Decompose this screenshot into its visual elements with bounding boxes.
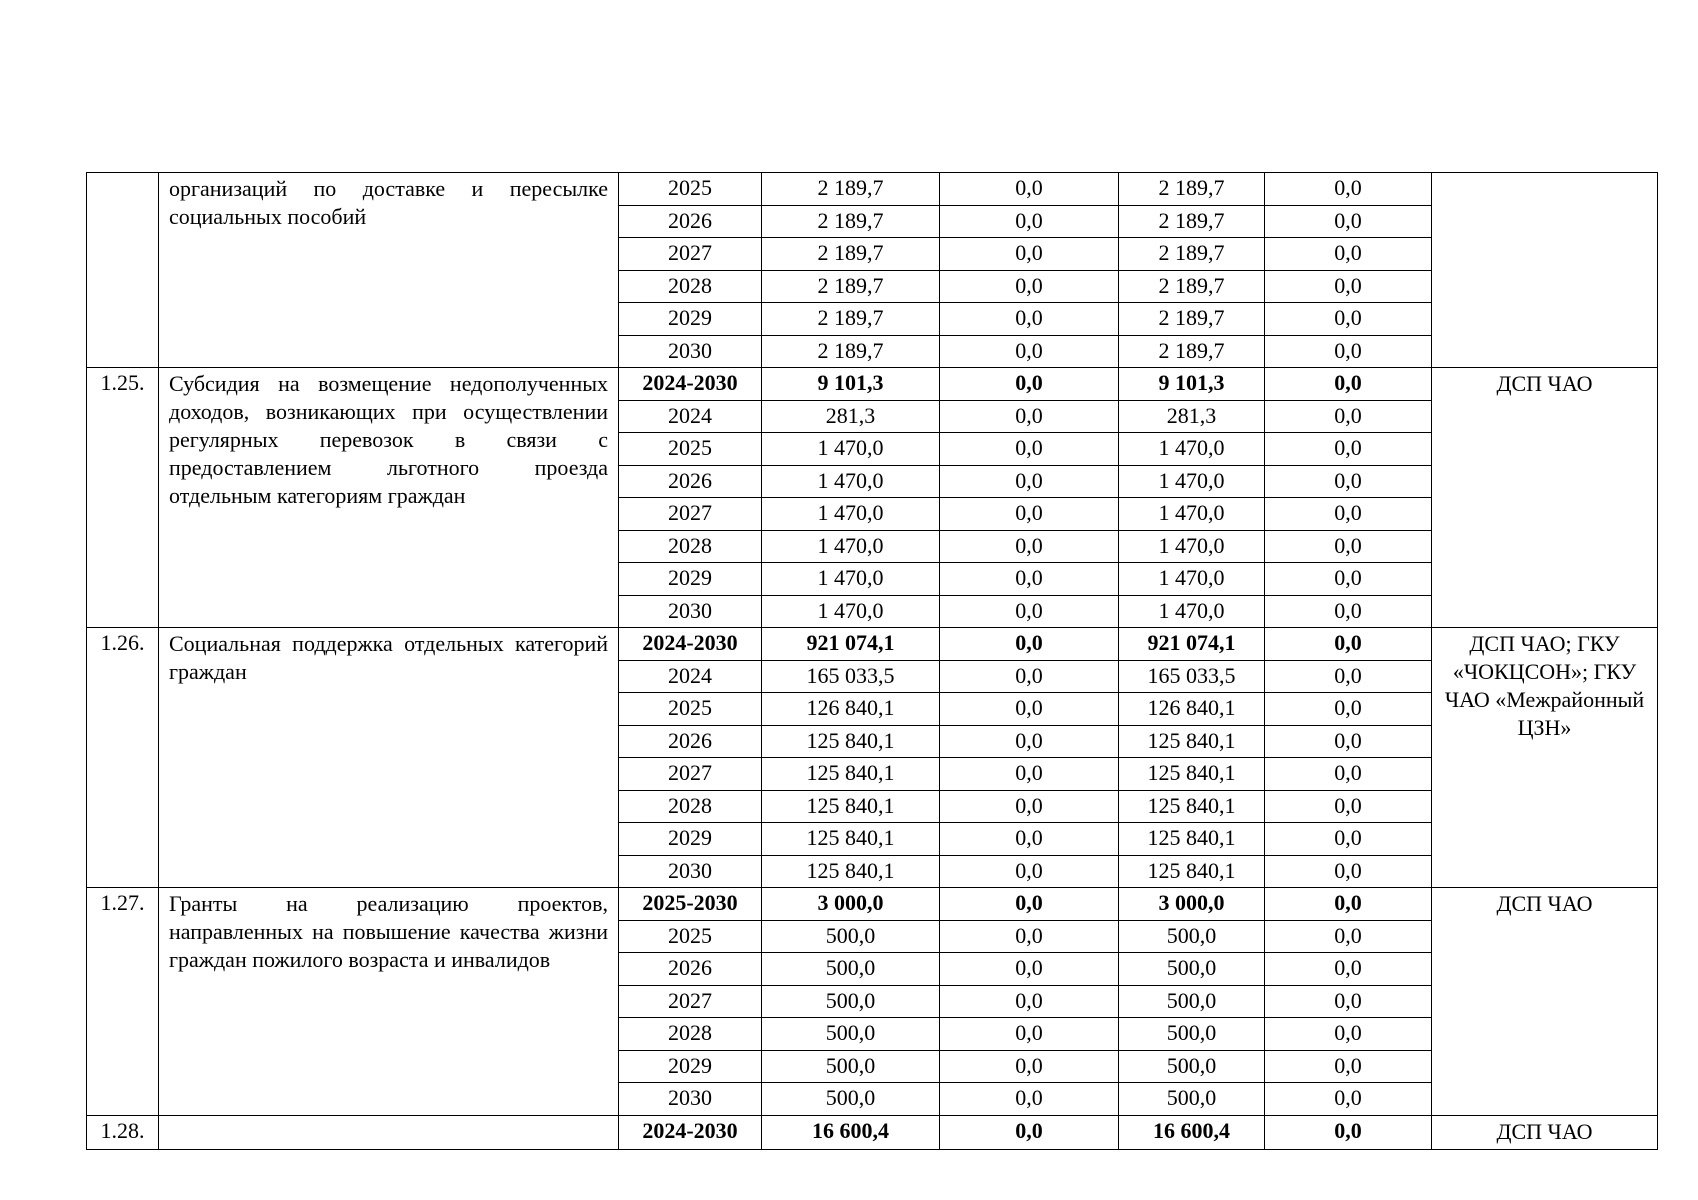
table-row [87, 888, 1658, 921]
funding-column-4-cell: 0,0 [1265, 205, 1432, 238]
funding-column-3-cell: 165 033,5 [1119, 660, 1265, 693]
funding-column-3-cell: 2 189,7 [1119, 238, 1265, 271]
funding-column-4-cell: 0,0 [1265, 303, 1432, 336]
funding-column-3-cell: 125 840,1 [1119, 855, 1265, 888]
total-amount-cell: 2 189,7 [762, 238, 940, 271]
funding-column-4-cell: 0,0 [1265, 628, 1432, 661]
period-cell: 2025 [619, 433, 762, 466]
funding-column-4-cell: 0,0 [1265, 725, 1432, 758]
period-cell: 2030 [619, 335, 762, 368]
total-amount-cell: 1 470,0 [762, 498, 940, 531]
funding-column-2-cell: 0,0 [940, 725, 1119, 758]
total-amount-cell: 125 840,1 [762, 725, 940, 758]
funding-column-2-cell: 0,0 [940, 758, 1119, 791]
funding-column-4-cell: 0,0 [1265, 823, 1432, 856]
total-amount-cell: 3 000,0 [762, 888, 940, 921]
period-cell: 2027 [619, 985, 762, 1018]
funding-column-3-cell: 16 600,4 [1119, 1115, 1265, 1150]
total-amount-cell: 2 189,7 [762, 173, 940, 206]
funding-column-2-cell: 0,0 [940, 303, 1119, 336]
funding-column-4-cell: 0,0 [1265, 888, 1432, 921]
funding-column-2-cell: 0,0 [940, 270, 1119, 303]
period-cell: 2029 [619, 823, 762, 856]
period-cell: 2028 [619, 1018, 762, 1051]
funding-column-4-cell: 0,0 [1265, 1083, 1432, 1116]
item-number-cell: 1.25. [87, 368, 159, 628]
funding-column-2-cell: 0,0 [940, 628, 1119, 661]
funding-column-3-cell: 125 840,1 [1119, 725, 1265, 758]
funding-column-4-cell: 0,0 [1265, 368, 1432, 401]
total-amount-cell: 1 470,0 [762, 563, 940, 596]
period-cell: 2028 [619, 530, 762, 563]
funding-column-4-cell: 0,0 [1265, 758, 1432, 791]
period-cell: 2026 [619, 465, 762, 498]
total-amount-cell: 1 470,0 [762, 465, 940, 498]
total-amount-cell: 9 101,3 [762, 368, 940, 401]
funding-column-3-cell: 125 840,1 [1119, 823, 1265, 856]
period-cell: 2024 [619, 660, 762, 693]
period-cell: 2029 [619, 563, 762, 596]
total-amount-cell: 2 189,7 [762, 205, 940, 238]
funding-column-2-cell: 0,0 [940, 920, 1119, 953]
funding-column-4-cell: 0,0 [1265, 400, 1432, 433]
funding-column-4-cell: 0,0 [1265, 173, 1432, 206]
total-amount-cell: 500,0 [762, 1050, 940, 1083]
funding-column-3-cell: 1 470,0 [1119, 595, 1265, 628]
funding-column-2-cell: 0,0 [940, 1115, 1119, 1150]
funding-column-2-cell: 0,0 [940, 205, 1119, 238]
funding-column-3-cell: 500,0 [1119, 1018, 1265, 1051]
total-amount-cell: 125 840,1 [762, 855, 940, 888]
table-row [87, 628, 1658, 661]
executor-cell: ДСП ЧАО [1432, 888, 1658, 1116]
executor-cell: ДСП ЧАО; ГКУ «ЧОКЦСОН»; ГКУ ЧАО «Межрайонный ЦЗН» [1432, 628, 1658, 888]
funding-column-3-cell: 921 074,1 [1119, 628, 1265, 661]
funding-column-4-cell: 0,0 [1265, 693, 1432, 726]
total-amount-cell: 1 470,0 [762, 433, 940, 466]
funding-column-4-cell: 0,0 [1265, 595, 1432, 628]
funding-column-3-cell: 1 470,0 [1119, 498, 1265, 531]
funding-column-2-cell: 0,0 [940, 1083, 1119, 1116]
funding-column-4-cell: 0,0 [1265, 1018, 1432, 1051]
table-row [87, 368, 1658, 401]
period-cell: 2024-2030 [619, 628, 762, 661]
period-cell: 2025 [619, 693, 762, 726]
total-amount-cell: 921 074,1 [762, 628, 940, 661]
funding-column-4-cell: 0,0 [1265, 465, 1432, 498]
funding-column-2-cell: 0,0 [940, 1018, 1119, 1051]
table-row [87, 173, 1658, 206]
funding-column-2-cell: 0,0 [940, 790, 1119, 823]
funding-column-2-cell: 0,0 [940, 1050, 1119, 1083]
funding-column-3-cell: 126 840,1 [1119, 693, 1265, 726]
funding-column-3-cell: 500,0 [1119, 985, 1265, 1018]
period-cell: 2030 [619, 595, 762, 628]
funding-column-2-cell: 0,0 [940, 173, 1119, 206]
item-description-cell: Субсидия на возмещение недополученных доходов, возникающих при осуществлении регулярных перевозок в связи с предоставлением льготного проезда отдельным категориям граждан [159, 368, 619, 628]
item-number-cell: 1.27. [87, 888, 159, 1116]
period-cell: 2026 [619, 953, 762, 986]
funding-column-2-cell: 0,0 [940, 400, 1119, 433]
funding-column-3-cell: 500,0 [1119, 920, 1265, 953]
funding-column-4-cell: 0,0 [1265, 530, 1432, 563]
funding-column-4-cell: 0,0 [1265, 498, 1432, 531]
period-cell: 2027 [619, 498, 762, 531]
period-cell: 2028 [619, 790, 762, 823]
period-cell: 2025-2030 [619, 888, 762, 921]
period-cell: 2025 [619, 173, 762, 206]
funding-column-4-cell: 0,0 [1265, 985, 1432, 1018]
funding-column-2-cell: 0,0 [940, 238, 1119, 271]
funding-column-4-cell: 0,0 [1265, 563, 1432, 596]
total-amount-cell: 125 840,1 [762, 790, 940, 823]
funding-column-3-cell: 2 189,7 [1119, 173, 1265, 206]
funding-column-2-cell: 0,0 [940, 888, 1119, 921]
funding-column-3-cell: 500,0 [1119, 1050, 1265, 1083]
item-number-cell: 1.28. [87, 1115, 159, 1150]
item-description-cell: организаций по доставке и пересылке социальных пособий [159, 173, 619, 368]
funding-column-3-cell: 2 189,7 [1119, 205, 1265, 238]
period-cell: 2029 [619, 303, 762, 336]
executor-cell [1432, 173, 1658, 368]
funding-column-4-cell: 0,0 [1265, 660, 1432, 693]
total-amount-cell: 2 189,7 [762, 270, 940, 303]
period-cell: 2030 [619, 855, 762, 888]
funding-column-2-cell: 0,0 [940, 465, 1119, 498]
funding-column-2-cell: 0,0 [940, 953, 1119, 986]
funding-column-2-cell: 0,0 [940, 433, 1119, 466]
funding-column-3-cell: 281,3 [1119, 400, 1265, 433]
funding-column-2-cell: 0,0 [940, 660, 1119, 693]
funding-column-4-cell: 0,0 [1265, 238, 1432, 271]
funding-column-3-cell: 125 840,1 [1119, 790, 1265, 823]
funding-column-2-cell: 0,0 [940, 855, 1119, 888]
funding-column-2-cell: 0,0 [940, 368, 1119, 401]
item-number-cell [87, 173, 159, 368]
total-amount-cell: 500,0 [762, 953, 940, 986]
item-description-cell: Социальная поддержка отдельных категорий граждан [159, 628, 619, 888]
total-amount-cell: 16 600,4 [762, 1115, 940, 1150]
funding-column-3-cell: 2 189,7 [1119, 303, 1265, 336]
funding-column-3-cell: 1 470,0 [1119, 530, 1265, 563]
total-amount-cell: 2 189,7 [762, 303, 940, 336]
period-cell: 2028 [619, 270, 762, 303]
total-amount-cell: 500,0 [762, 985, 940, 1018]
total-amount-cell: 1 470,0 [762, 530, 940, 563]
period-cell: 2030 [619, 1083, 762, 1116]
total-amount-cell: 500,0 [762, 1083, 940, 1116]
executor-cell: ДСП ЧАО [1432, 368, 1658, 628]
funding-column-2-cell: 0,0 [940, 335, 1119, 368]
period-cell: 2029 [619, 1050, 762, 1083]
total-amount-cell: 125 840,1 [762, 758, 940, 791]
funding-column-4-cell: 0,0 [1265, 1050, 1432, 1083]
period-cell: 2025 [619, 920, 762, 953]
funding-column-3-cell: 125 840,1 [1119, 758, 1265, 791]
funding-column-4-cell: 0,0 [1265, 855, 1432, 888]
total-amount-cell: 126 840,1 [762, 693, 940, 726]
table-row [87, 1115, 1658, 1150]
total-amount-cell: 500,0 [762, 1018, 940, 1051]
total-amount-cell: 281,3 [762, 400, 940, 433]
funding-column-2-cell: 0,0 [940, 498, 1119, 531]
total-amount-cell: 500,0 [762, 920, 940, 953]
funding-column-4-cell: 0,0 [1265, 920, 1432, 953]
funding-column-2-cell: 0,0 [940, 985, 1119, 1018]
funding-column-4-cell: 0,0 [1265, 433, 1432, 466]
executor-cell: ДСП ЧАО [1432, 1115, 1658, 1150]
period-cell: 2024-2030 [619, 368, 762, 401]
funding-column-2-cell: 0,0 [940, 595, 1119, 628]
budget-table [86, 172, 1658, 1150]
funding-column-2-cell: 0,0 [940, 563, 1119, 596]
funding-column-2-cell: 0,0 [940, 530, 1119, 563]
period-cell: 2027 [619, 758, 762, 791]
funding-column-4-cell: 0,0 [1265, 335, 1432, 368]
period-cell: 2027 [619, 238, 762, 271]
funding-column-3-cell: 1 470,0 [1119, 433, 1265, 466]
period-cell: 2024-2030 [619, 1115, 762, 1150]
total-amount-cell: 2 189,7 [762, 335, 940, 368]
funding-column-2-cell: 0,0 [940, 693, 1119, 726]
funding-column-3-cell: 500,0 [1119, 953, 1265, 986]
funding-column-3-cell: 500,0 [1119, 1083, 1265, 1116]
item-description-cell [159, 1115, 619, 1150]
total-amount-cell: 165 033,5 [762, 660, 940, 693]
funding-column-4-cell: 0,0 [1265, 790, 1432, 823]
funding-column-4-cell: 0,0 [1265, 270, 1432, 303]
funding-column-3-cell: 3 000,0 [1119, 888, 1265, 921]
item-number-cell: 1.26. [87, 628, 159, 888]
period-cell: 2026 [619, 725, 762, 758]
total-amount-cell: 125 840,1 [762, 823, 940, 856]
funding-column-4-cell: 0,0 [1265, 1115, 1432, 1150]
funding-column-3-cell: 1 470,0 [1119, 563, 1265, 596]
period-cell: 2026 [619, 205, 762, 238]
funding-column-3-cell: 2 189,7 [1119, 335, 1265, 368]
total-amount-cell: 1 470,0 [762, 595, 940, 628]
item-description-cell: Гранты на реализацию проектов, направленных на повышение качества жизни граждан пожилого возраста и инвалидов [159, 888, 619, 1116]
funding-column-3-cell: 1 470,0 [1119, 465, 1265, 498]
funding-column-2-cell: 0,0 [940, 823, 1119, 856]
funding-column-3-cell: 9 101,3 [1119, 368, 1265, 401]
period-cell: 2024 [619, 400, 762, 433]
funding-column-4-cell: 0,0 [1265, 953, 1432, 986]
funding-column-3-cell: 2 189,7 [1119, 270, 1265, 303]
table-body [87, 173, 1658, 1150]
